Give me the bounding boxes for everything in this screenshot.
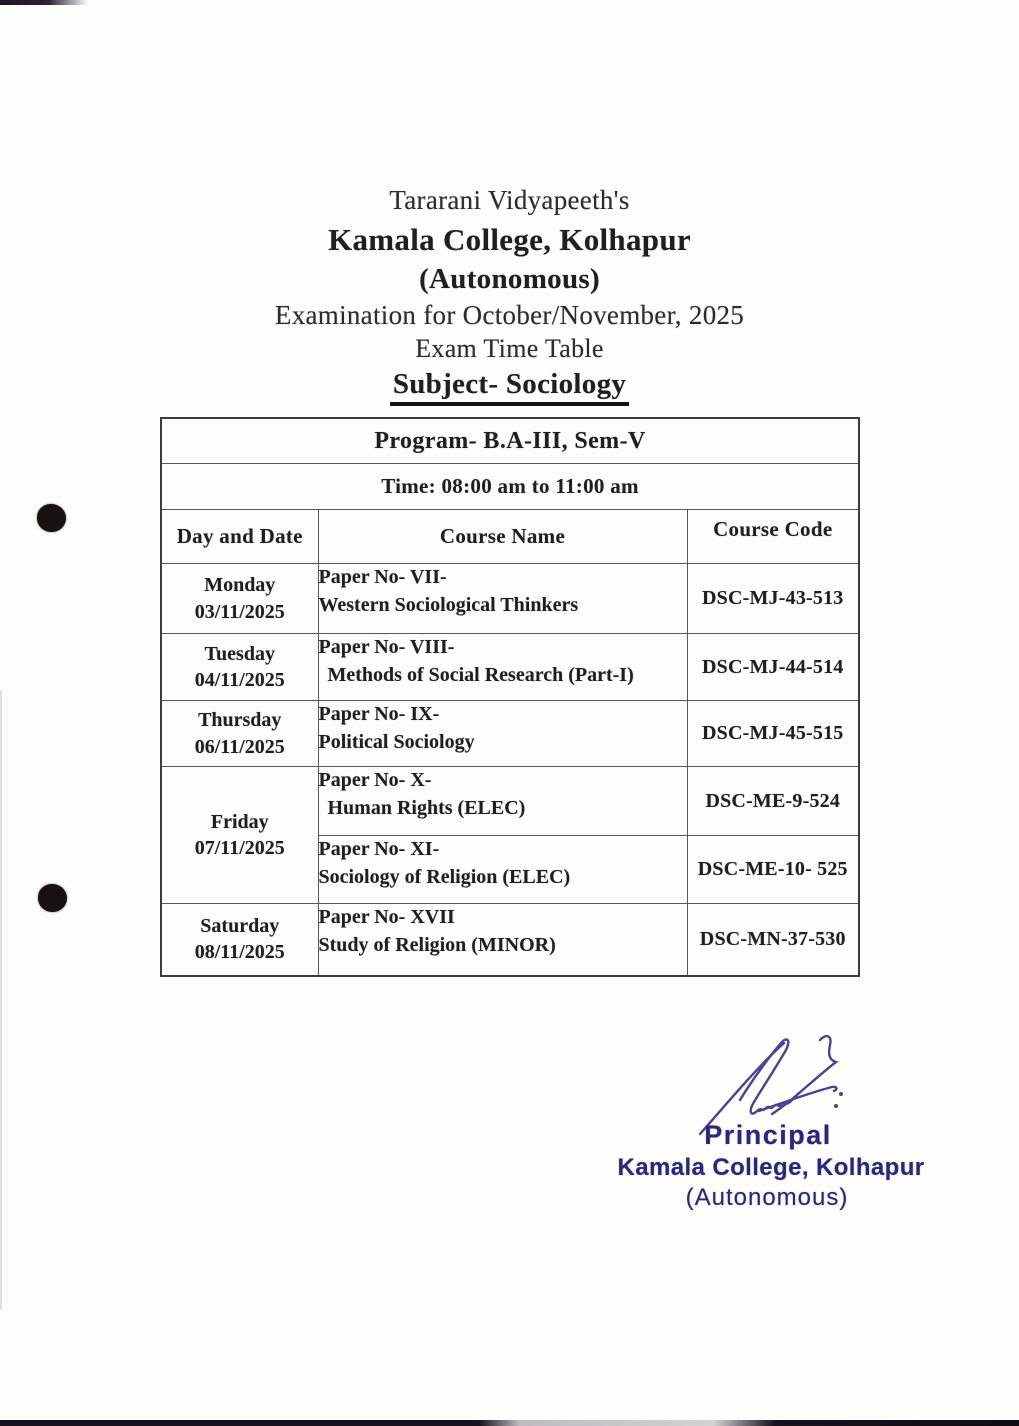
table-row-tuesday [161, 634, 859, 701]
paper-number: Paper No- IX- [318, 703, 440, 725]
course-cell [318, 836, 687, 904]
course-title: Western Sociological Thinkers [318, 593, 579, 616]
course-title: Study of Religion (MINOR) [318, 933, 556, 956]
trust-name: Tararani Vidyapeeth's [389, 185, 630, 215]
paper-number: Paper No- XVII [318, 906, 455, 928]
principal-stamp [600, 1120, 940, 1212]
program-row [161, 418, 859, 464]
column-header-code: Course Code [687, 510, 859, 564]
day-name: Tuesday [204, 642, 275, 665]
scan-edge-artifact-bottom [0, 1420, 1019, 1426]
stamp-role: Principal [704, 1120, 832, 1150]
table-row-thursday [161, 701, 859, 767]
college-status: (Autonomous) [419, 263, 600, 295]
day-cell [161, 701, 318, 767]
day-name: Friday [210, 810, 269, 833]
paper-number: Paper No- VII- [318, 566, 447, 588]
course-title: Political Sociology [318, 730, 475, 753]
day-date: 06/11/2025 [194, 735, 285, 758]
time-row [161, 464, 859, 510]
table-row-saturday [161, 904, 859, 976]
exam-timetable [160, 417, 860, 977]
table-row-monday [161, 564, 859, 634]
subject-line [0, 368, 1019, 406]
course-code-cell: DSC-MJ-44-514 [687, 634, 859, 701]
scan-edge-artifact-left [0, 690, 2, 1310]
course-cell [318, 634, 687, 701]
course-code-cell: DSC-MJ-43-513 [687, 564, 859, 634]
document-title: Exam Time Table [415, 334, 604, 363]
column-header-day: Day and Date [161, 510, 318, 564]
course-cell [318, 904, 687, 976]
punch-hole-bottom [38, 884, 67, 912]
course-code-cell: DSC-ME-9-524 [687, 767, 859, 836]
day-name: Monday [204, 574, 276, 597]
day-cell [161, 634, 318, 701]
day-name: Thursday [198, 709, 282, 732]
course-code-cell: DSC-ME-10- 525 [687, 836, 859, 904]
paper-number: Paper No- X- [318, 769, 432, 791]
college-name: Kamala College, Kolhapur [328, 222, 691, 257]
scan-edge-artifact-top [0, 0, 88, 5]
exam-time: Time: 08:00 am to 11:00 am [161, 464, 859, 510]
subject-name: Subject- Sociology [390, 368, 629, 406]
day-date: 07/11/2025 [194, 837, 285, 859]
day-cell [161, 564, 318, 634]
stamp-college-name: Kamala College, Kolhapur [617, 1154, 925, 1181]
paper-number: Paper No- XI- [318, 838, 440, 860]
course-title: Sociology of Religion (ELEC) [318, 865, 571, 888]
table-row-friday-elective-1 [161, 767, 859, 836]
day-date: 08/11/2025 [194, 941, 285, 964]
course-title: Human Rights (ELEC) [327, 796, 526, 819]
paper-number: Paper No- VIII- [318, 636, 455, 658]
document-header [0, 185, 1019, 406]
course-code-cell: DSC-MJ-45-515 [687, 701, 859, 767]
program-title: Program- B.A-III, Sem-V [161, 418, 859, 464]
day-date: 04/11/2025 [194, 669, 285, 691]
day-date: 03/11/2025 [194, 600, 285, 623]
course-cell [318, 564, 687, 634]
course-cell [318, 767, 687, 836]
exam-session: Examination for October/November, 2025 [274, 300, 745, 330]
column-header-course: Course Name [318, 510, 687, 564]
signature-block [600, 1030, 940, 1230]
day-cell [161, 767, 318, 904]
day-cell [161, 904, 318, 976]
column-header-row [161, 510, 859, 564]
course-code-cell: DSC-MN-37-530 [687, 904, 859, 976]
course-cell [318, 701, 687, 767]
punch-hole-top [37, 504, 66, 532]
day-name: Saturday [200, 914, 280, 937]
stamp-autonomous: (Autonomous) [685, 1184, 849, 1211]
course-title: Methods of Social Research (Part-I) [327, 663, 634, 686]
